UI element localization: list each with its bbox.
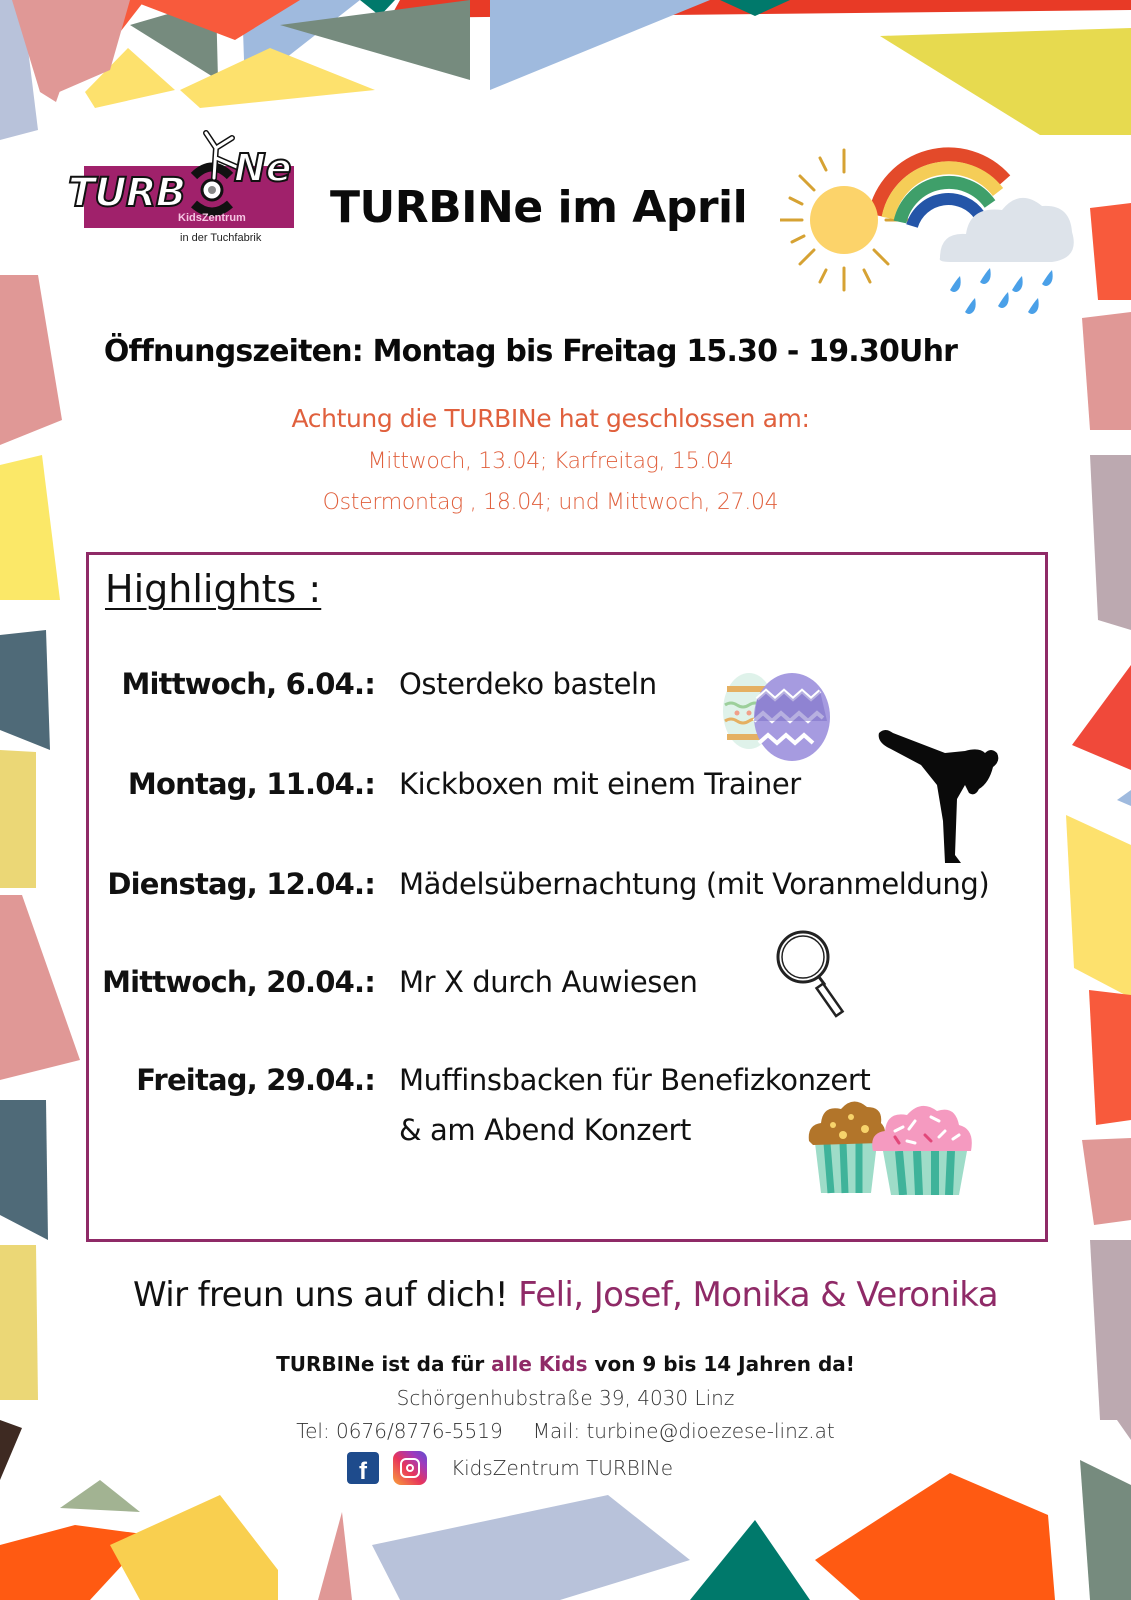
easter-eggs-icon [717,665,837,763]
turbine-logo [66,128,306,258]
cupcakes-icon [807,1095,979,1195]
opening-hours: Öffnungszeiten: Montag bis Freitag 15.30 - 19.30Uhr [103,334,958,369]
highlight-date: Freitag, 29.04.: [136,1063,375,1097]
highlight-date: Mittwoch, 6.04.: [121,667,375,701]
highlight-date: Montag, 11.04.: [127,767,375,801]
facebook-glyph: f [359,1458,367,1485]
logo-wordmark-right: Ne [234,146,292,190]
highlights-title: Highlights : [105,567,322,611]
page-title: TURBINe im April [330,182,748,233]
closures-heading: Achtung die TURBINe hat geschlossen am: [291,404,810,433]
greeting-text: Wir freun uns auf dich! [132,1275,519,1315]
highlight-date: Dienstag, 12.04.: [107,867,375,901]
highlight-text: Osterdeko basteln [399,667,657,701]
closures-line-1: Mittwoch, 13.04; Karfreitag, 15.04 [367,449,734,474]
instagram-icon[interactable] [393,1451,427,1485]
tagline-part-1: TURBINe ist da für [276,1352,492,1376]
team-names: Feli, Josef, Monika & Veronika [518,1275,999,1315]
social-links [347,1450,673,1486]
phone: Tel: 0676/8776-5519 [296,1419,503,1443]
sun-rainbow-cloud-rain-icon [780,140,1080,340]
logo-subtitle: KidsZentrum [178,212,246,224]
tagline-accent: alle Kids [491,1352,588,1376]
magnifying-glass-icon [773,927,853,1027]
highlight-text: Muffinsbacken für Benefizkonzert [399,1063,871,1097]
social-handle: KidsZentrum TURBINe [451,1456,674,1480]
contact-line [0,1419,1131,1443]
tagline-part-2: von 9 bis 14 Jahren da! [587,1352,855,1376]
highlight-text: Mr X durch Auwiesen [399,965,698,999]
highlight-text-continued: & am Abend Konzert [399,1113,692,1147]
logo-wordmark-left: TURB [68,170,186,216]
facebook-icon[interactable] [347,1452,379,1484]
closures-line-2: Ostermontag , 18.04; und Mittwoch, 27.04 [322,490,779,515]
highlight-date: Mittwoch, 20.04.: [102,965,375,999]
logo-location: in der Tuchfabrik [180,232,262,244]
kickboxer-silhouette-icon [875,725,1005,865]
highlight-text: Kickboxen mit einem Trainer [399,767,801,801]
address: Schörgenhubstraße 39, 4030 Linz [396,1386,735,1410]
highlights-panel [86,552,1048,1242]
greeting [0,1275,1131,1315]
highlight-text: Mädelsübernachtung (mit Voranmeldung) [399,867,990,901]
email[interactable]: Mail: turbine@dioezese-linz.at [532,1419,835,1443]
age-tagline [0,1352,1131,1376]
